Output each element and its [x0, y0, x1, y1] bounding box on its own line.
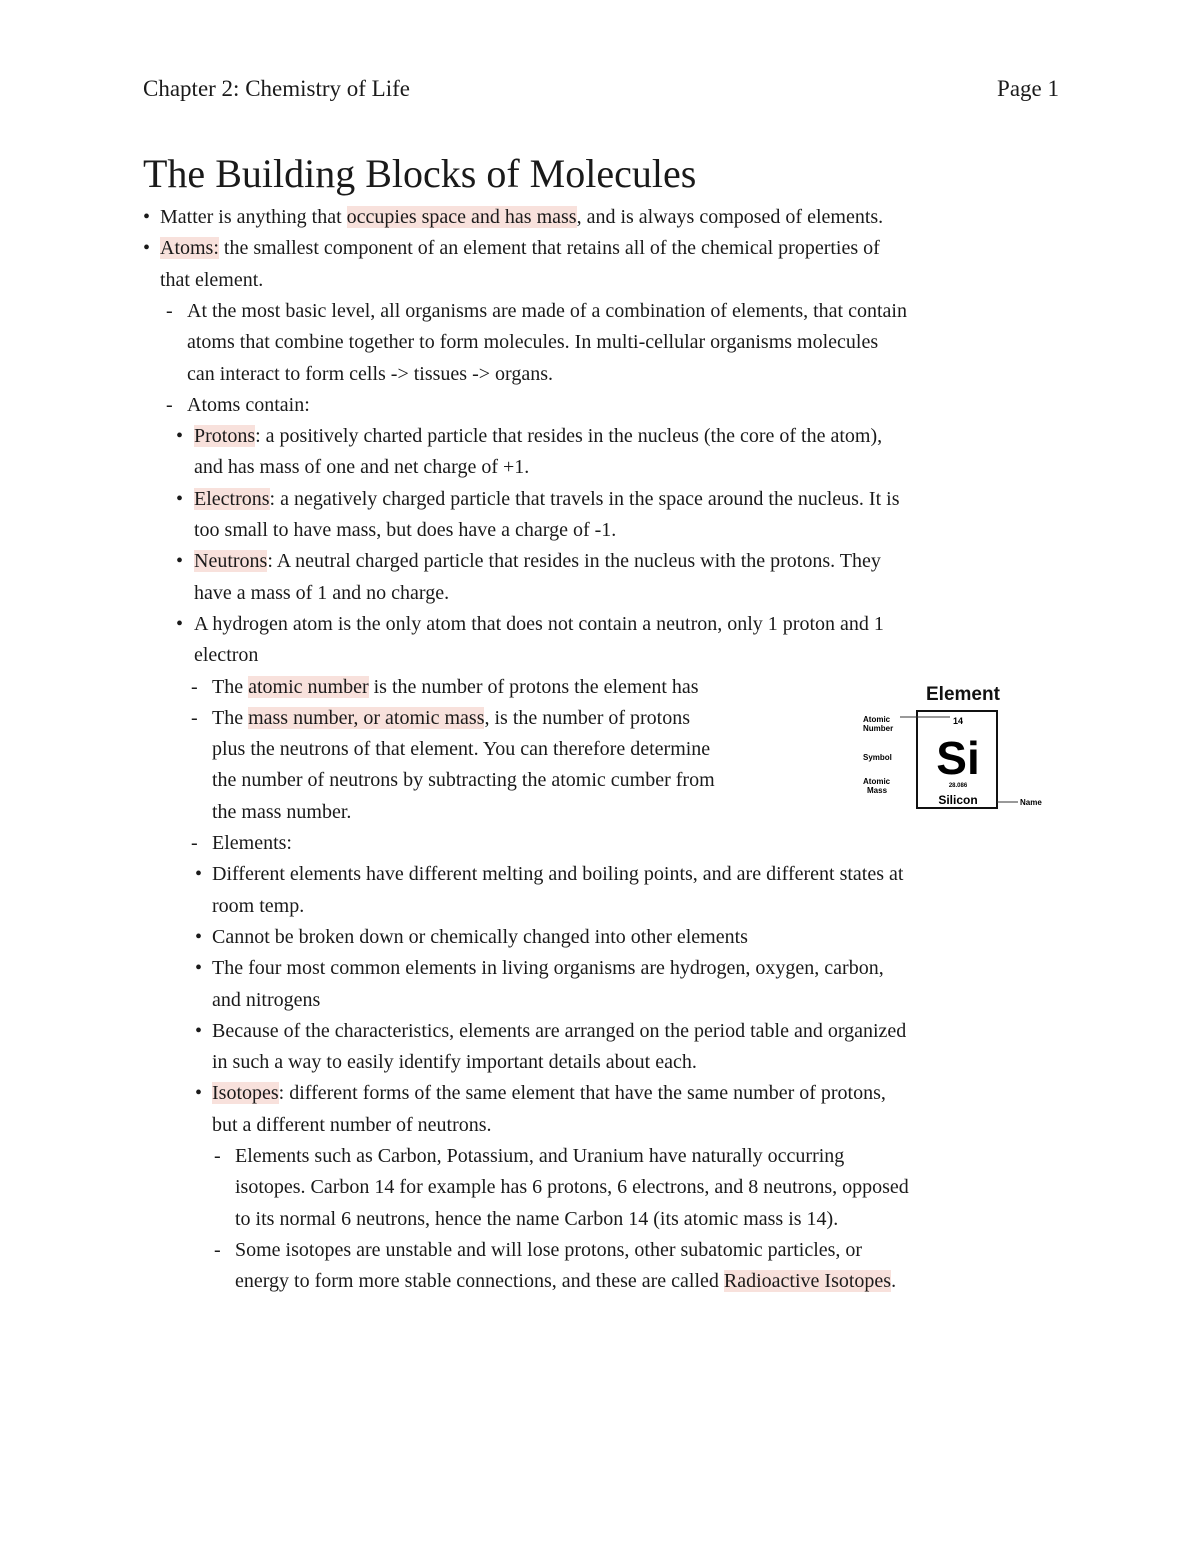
text-line — [187, 390, 310, 421]
line-text: Cannot be broken down or chemically changed into other elements — [212, 926, 748, 948]
line-text: At the most basic level, all organisms are made of a combination of elements, that contain — [187, 300, 907, 322]
highlighted-term: Atoms: — [160, 237, 219, 259]
element-number: 14 — [952, 716, 964, 726]
text-line — [194, 421, 882, 452]
highlighted-term: mass number, or atomic mass — [248, 707, 485, 729]
highlighted-term: Isotopes — [212, 1082, 279, 1104]
line-text: energy to form more stable connections, and these are called — [235, 1270, 724, 1292]
bullet-marker: • — [195, 1082, 203, 1104]
name-label: Name — [1020, 798, 1042, 807]
line-text: and nitrogens — [212, 989, 321, 1011]
dash-marker: - — [214, 1145, 221, 1167]
text-line — [194, 609, 884, 640]
line-text: electron — [194, 644, 259, 666]
line-text: , is the number of protons — [484, 707, 691, 729]
line-text: but a different number of neutrons. — [212, 1114, 492, 1136]
text-line — [212, 703, 690, 734]
text-line — [212, 1110, 492, 1141]
text-line — [212, 891, 304, 922]
highlighted-term: occupies space and has mass — [346, 206, 577, 228]
line-text: The four most common elements in living organisms are hydrogen, oxygen, carbon, — [212, 957, 884, 979]
line-text: the mass number. — [212, 801, 352, 823]
highlighted-term: Radioactive Isotopes — [723, 1270, 892, 1292]
line-text: : A neutral charged particle that resides in the nucleus with the protons. They — [267, 550, 881, 572]
line-text: room temp. — [212, 895, 305, 917]
dash-marker: - — [166, 394, 173, 416]
element-name: Silicon — [938, 793, 978, 807]
line-text: . — [891, 1270, 897, 1292]
line-text: Some isotopes are unstable and will lose protons, other subatomic particles, or — [235, 1239, 863, 1261]
text-line — [160, 265, 263, 296]
text-line — [235, 1172, 909, 1203]
text-line — [187, 359, 553, 390]
line-text: Elements: — [212, 832, 292, 854]
text-line — [187, 327, 878, 358]
line-text: , and is always composed of elements. — [576, 206, 884, 228]
page-number: Page 1 — [997, 76, 1059, 101]
element-mass: 28.086 — [948, 783, 968, 789]
chapter-title: Chapter 2: Chemistry of Life — [143, 76, 410, 101]
line-text: the number of neutrons by subtracting the atomic cumber from — [212, 769, 715, 791]
text-line — [212, 953, 884, 984]
line-text: have a mass of 1 and no charge. — [194, 582, 450, 604]
line-text: in such a way to easily identify important details about each. — [212, 1051, 697, 1073]
text-line — [235, 1235, 862, 1266]
text-line — [212, 1078, 886, 1109]
text-line — [212, 734, 710, 765]
atomic-mass-label-2: Mass — [867, 786, 888, 795]
dash-marker: - — [191, 676, 198, 698]
text-line — [212, 765, 715, 796]
line-text: : different forms of the same element that have the same number of protons, — [278, 1082, 886, 1104]
dash-marker: - — [191, 707, 198, 729]
line-text: Different elements have different melting and boiling points, and are different states at — [212, 863, 904, 885]
text-line — [194, 546, 881, 577]
text-line — [212, 828, 292, 859]
line-text: atoms that combine together to form molecules. In multi-cellular organisms molecules — [187, 331, 879, 353]
text-line — [212, 985, 320, 1016]
text-line — [212, 797, 351, 828]
text-line — [235, 1204, 838, 1235]
text-line — [194, 578, 449, 609]
text-line — [235, 1141, 844, 1172]
text-line — [160, 202, 883, 233]
dash-marker: - — [191, 832, 198, 854]
text-line — [194, 452, 529, 483]
text-line — [194, 515, 616, 546]
line-text: Elements such as Carbon, Potassium, and Uranium have naturally occurring — [235, 1145, 845, 1167]
bullet-marker: • — [143, 237, 151, 259]
bullet-marker: • — [176, 425, 184, 447]
element-diagram-title: Element — [926, 684, 1000, 705]
bullet-marker: • — [195, 926, 203, 948]
line-text: can interact to form cells -> tissues -> organs. — [187, 363, 553, 385]
bullet-marker: • — [176, 488, 184, 510]
text-line — [235, 1266, 896, 1297]
line-text: Matter is anything that — [160, 206, 347, 228]
element-symbol: Si — [936, 732, 980, 784]
text-line — [212, 1016, 906, 1047]
highlighted-term: Protons — [194, 425, 256, 447]
page-header — [143, 76, 1059, 102]
line-text: A hydrogen atom is the only atom that does not contain a neutron, only 1 proton and 1 — [194, 613, 884, 635]
line-text: and has mass of one and net charge of +1. — [194, 456, 530, 478]
line-text: : a positively charted particle that resides in the nucleus (the core of the atom), — [255, 425, 883, 447]
line-text: too small to have mass, but does have a charge of -1. — [194, 519, 617, 541]
highlighted-term: atomic number — [248, 676, 369, 698]
line-text: The — [212, 707, 249, 729]
line-text: isotopes. Carbon 14 for example has 6 protons, 6 electrons, and 8 neutrons, opposed — [235, 1176, 909, 1198]
text-line — [212, 922, 748, 953]
highlighted-term: Neutrons — [194, 550, 268, 572]
atomic-number-label-1: Atomic — [863, 715, 891, 724]
section-title: The Building Blocks of Molecules — [143, 151, 697, 196]
line-text: the smallest component of an element that retains all of the chemical properties of — [218, 237, 880, 259]
line-text: Atoms contain: — [187, 394, 310, 416]
atomic-number-label-2: Number — [863, 724, 894, 733]
text-line — [160, 233, 880, 264]
symbol-label: Symbol — [863, 753, 892, 762]
bullet-marker: • — [143, 206, 151, 228]
line-text: is the number of protons the element has — [368, 676, 699, 698]
atomic-mass-label-1: Atomic — [863, 777, 891, 786]
element-diagram — [860, 680, 1060, 815]
bullet-marker: • — [195, 957, 203, 979]
line-text: that element. — [160, 269, 264, 291]
text-line — [187, 296, 907, 327]
text-line — [212, 672, 699, 703]
text-line — [194, 484, 899, 515]
bullet-marker: • — [195, 1020, 203, 1042]
line-text: Because of the characteristics, elements are arranged on the period table and organized — [212, 1020, 907, 1042]
line-text: : a negatively charged particle that travels in the space around the nucleus. It is — [269, 488, 900, 510]
bullet-marker: • — [195, 863, 203, 885]
line-text: to its normal 6 neutrons, hence the name Carbon 14 (its atomic mass is 14). — [235, 1208, 839, 1230]
line-text: plus the neutrons of that element. You can therefore determine — [212, 738, 711, 760]
text-line — [194, 640, 258, 671]
bullet-marker: • — [176, 550, 184, 572]
highlighted-term: Electrons — [194, 488, 270, 510]
dash-marker: - — [214, 1239, 221, 1261]
bullet-marker: • — [176, 613, 184, 635]
line-text: The — [212, 676, 249, 698]
text-line — [212, 859, 903, 890]
text-line — [212, 1047, 697, 1078]
dash-marker: - — [166, 300, 173, 322]
